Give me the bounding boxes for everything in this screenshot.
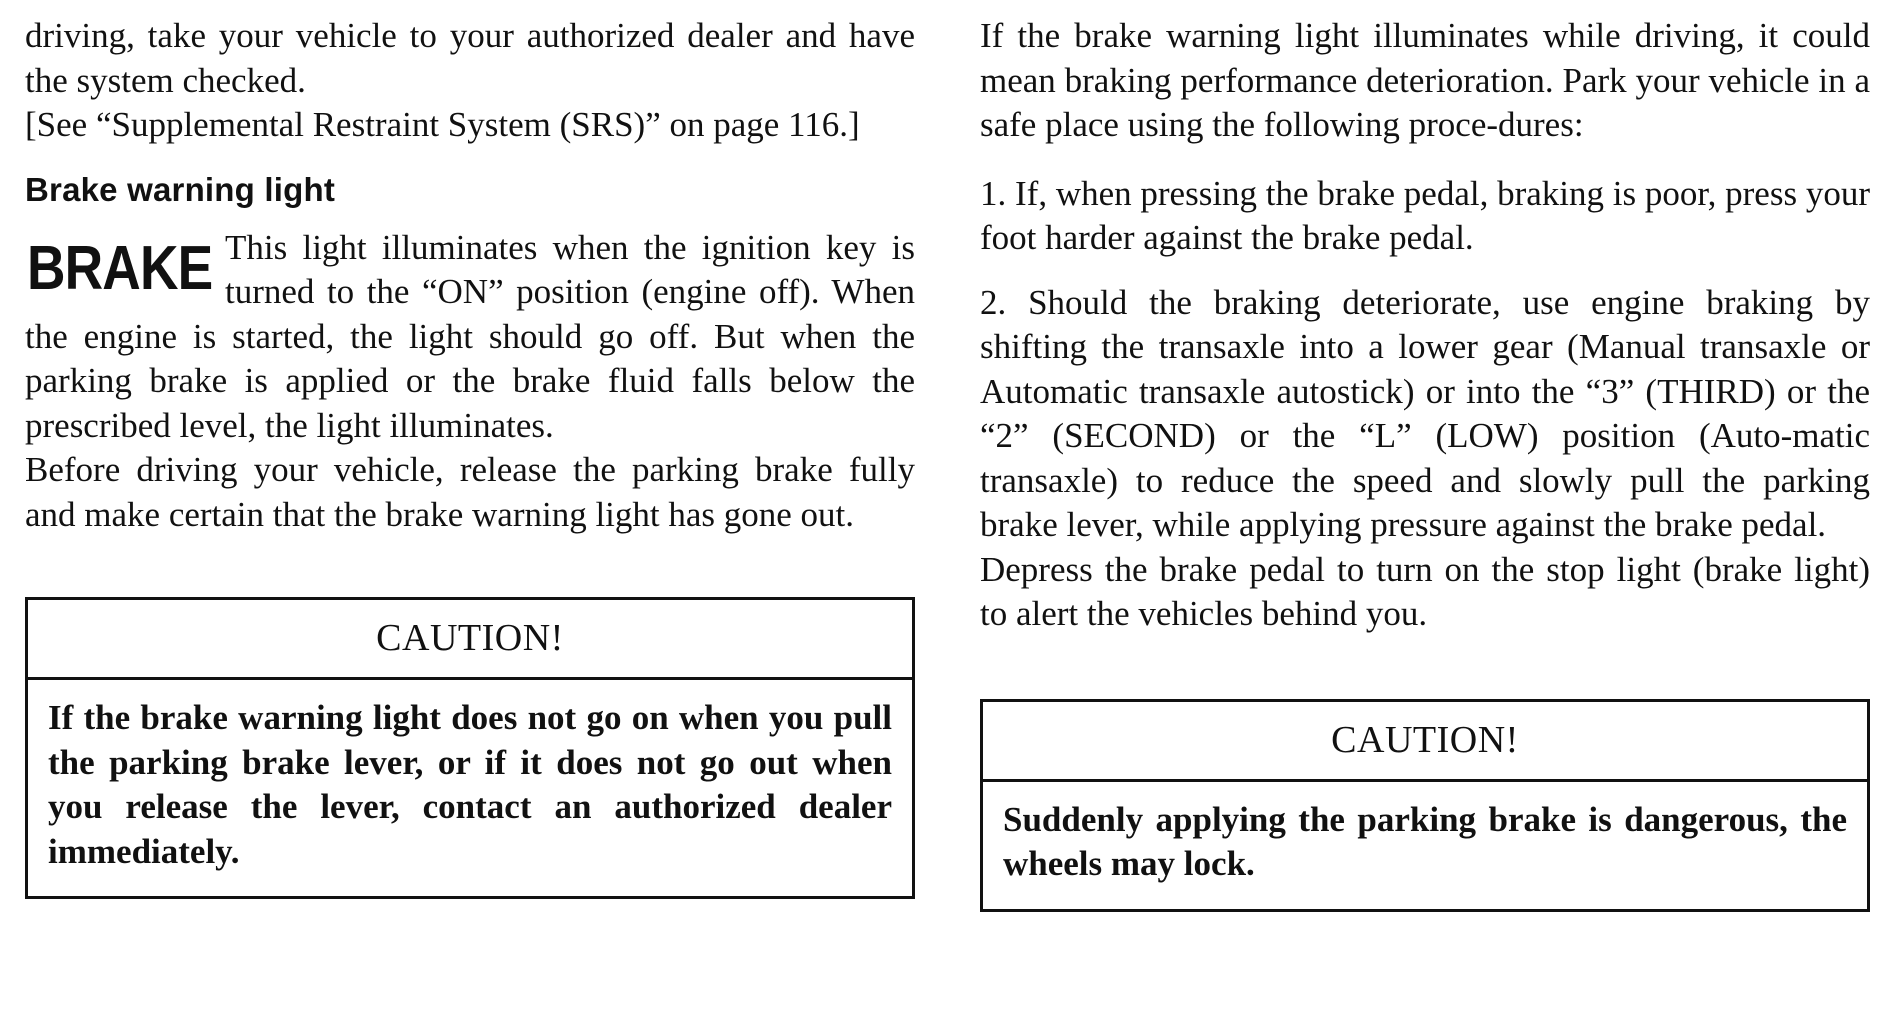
right-column xyxy=(980,14,1870,912)
caution-body: If the brake warning light does not go on when you pull the parking brake lever, or if it does not go out when you release the lever, contact an authorized dealer immediately. xyxy=(48,698,892,871)
caution-body: Suddenly applying the parking brake is dangerous, the wheels may lock. xyxy=(1003,799,1847,883)
before-driving-paragraph: Before driving your vehicle, release the parking brake fully and make certain that the brake warning light has gone out. xyxy=(25,450,915,534)
brake-warning-icon: BRAKE xyxy=(27,233,213,303)
step-1: 1. If, when pressing the brake pedal, braking is poor, press your foot harder against the brake pedal. xyxy=(980,173,1870,257)
intro-paragraph: If the brake warning light illuminates while driving, it could mean braking performance deterioration. Park your vehicle in a safe place using the following proce-dures: xyxy=(980,16,1870,144)
caution-title: CAUTION! xyxy=(983,702,1867,782)
intro-paragraph: driving, take your vehicle to your authorized dealer and have the system checked. xyxy=(25,16,915,100)
see-reference: [See “Supplemental Restraint System (SRS)” on page 116.] xyxy=(25,105,860,144)
depress-paragraph: Depress the brake pedal to turn on the stop light (brake light) to alert the vehicles behind you. xyxy=(980,549,1870,633)
brake-light-paragraph: This light illuminates when the ignition key is turned to the “ON” position (engine off). When the engine is started, the light should go off. But when the parking brake is applied or the brake fluid falls below the prescribed level, the light illuminates. xyxy=(25,227,915,445)
caution-box-right xyxy=(980,699,1870,912)
caution-box-left xyxy=(25,597,915,899)
section-heading: Brake warning light xyxy=(25,170,336,208)
step-2: 2. Should the braking deteriorate, use engine braking by shifting the transaxle into a lower gear (Manual transaxle or Automatic transaxle autostick) or into the “3” (THIRD) or the “2” (SECOND) or the “L” (LOW) position (Auto-matic transaxle) to reduce the speed and slowly pull the parking brake lever, while applying pressure against the brake pedal. xyxy=(980,282,1870,544)
caution-title: CAUTION! xyxy=(28,600,912,680)
brake-warning-block xyxy=(25,226,915,449)
left-column xyxy=(25,14,915,899)
